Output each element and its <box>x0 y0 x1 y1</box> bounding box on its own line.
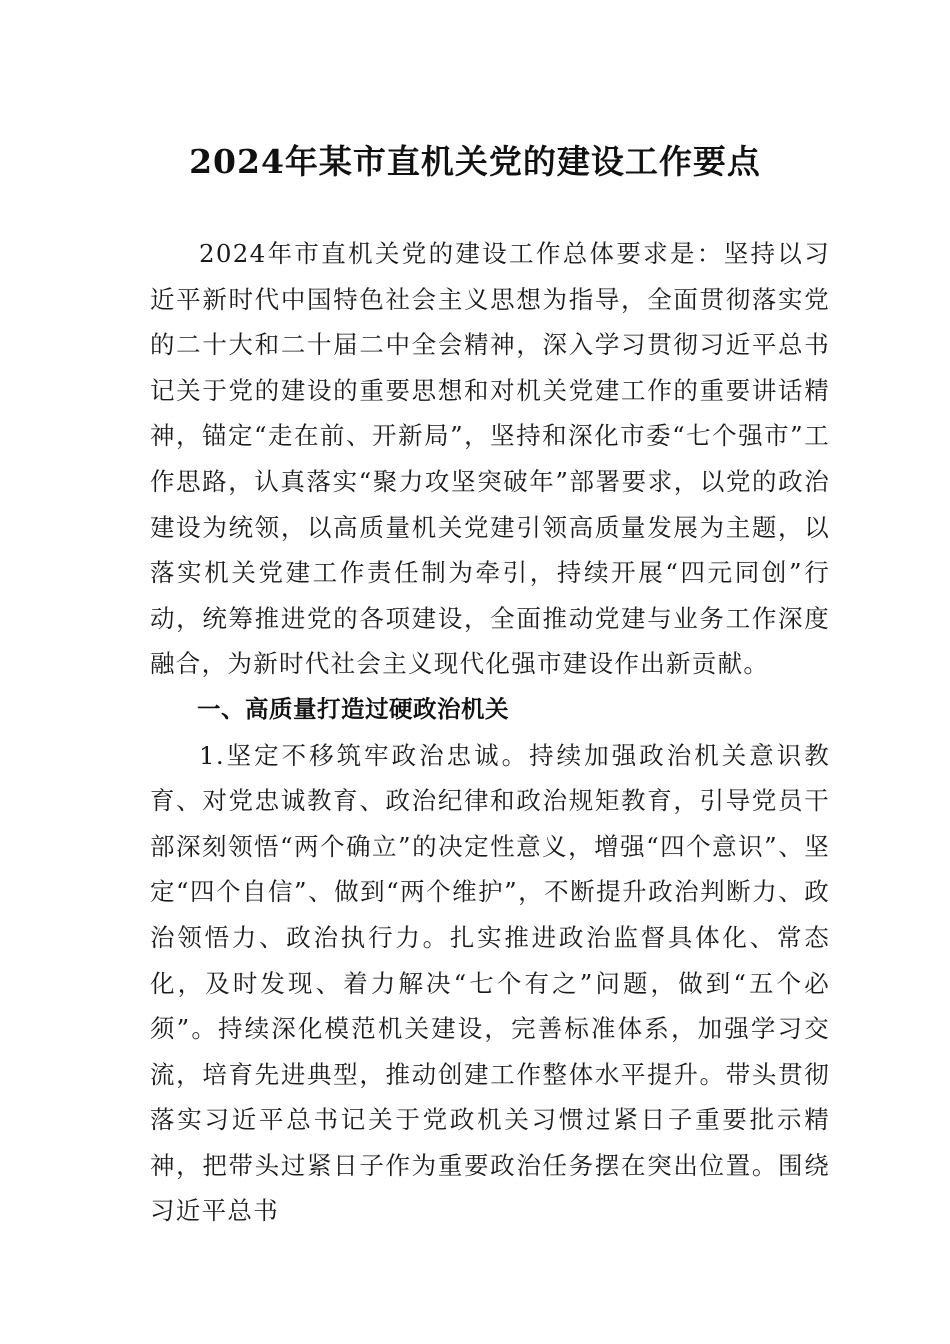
document-body <box>150 231 830 1234</box>
document-title: 2024年某市直机关党的建设工作要点 <box>189 142 761 181</box>
section-heading: 一、高质量打造过硬政治机关 <box>197 694 509 723</box>
intro-paragraph: 2024年市直机关党的建设工作总体要求是：坚持以习近平新时代中国特色社会主义思想为指导，全面贯彻落实党的二十大和二十届二中全会精神，深入学习贯彻习近平总书记关于党的建设的重要思想和对机关党建工作的重要讲话精神，锚定“走在前、开新局”，坚持和深化市委“七个强市”工作思路，认真落实“聚力攻坚突破年”部署要求，以党的政治建设为统领，以高质量机关党建引领高质量发展为主题，以落实机关党建工作责任制为牵引，持续开展“四元同创”行动，统筹推进党的各项建设，全面推动党建与业务工作深度融合，为新时代社会主义现代化强市建设作出新贡献。 <box>150 239 830 679</box>
section-item-paragraph: 1.坚定不移筑牢政治忠诚。持续加强政治机关意识教育、对党忠诚教育、政治纪律和政治规矩教育，引导党员干部深刻领悟“两个确立”的决定性意义，增强“四个意识”、坚定“四个自信”、做到“两个维护”，不断提升政治判断力、政治领悟力、政治执行力。扎实推进政治监督具体化、常态化，及时发现、着力解决“七个有之”问题，做到“五个必须”。持续深化模范机关建设，完善标准体系，加强学习交流，培育先进典型，推动创建工作整体水平提升。带头贯彻落实习近平总书记关于党政机关习惯过紧日子重要批示精神，把带头过紧日子作为重要政治任务摆在突出位置。围绕习近平总书 <box>150 740 830 1226</box>
